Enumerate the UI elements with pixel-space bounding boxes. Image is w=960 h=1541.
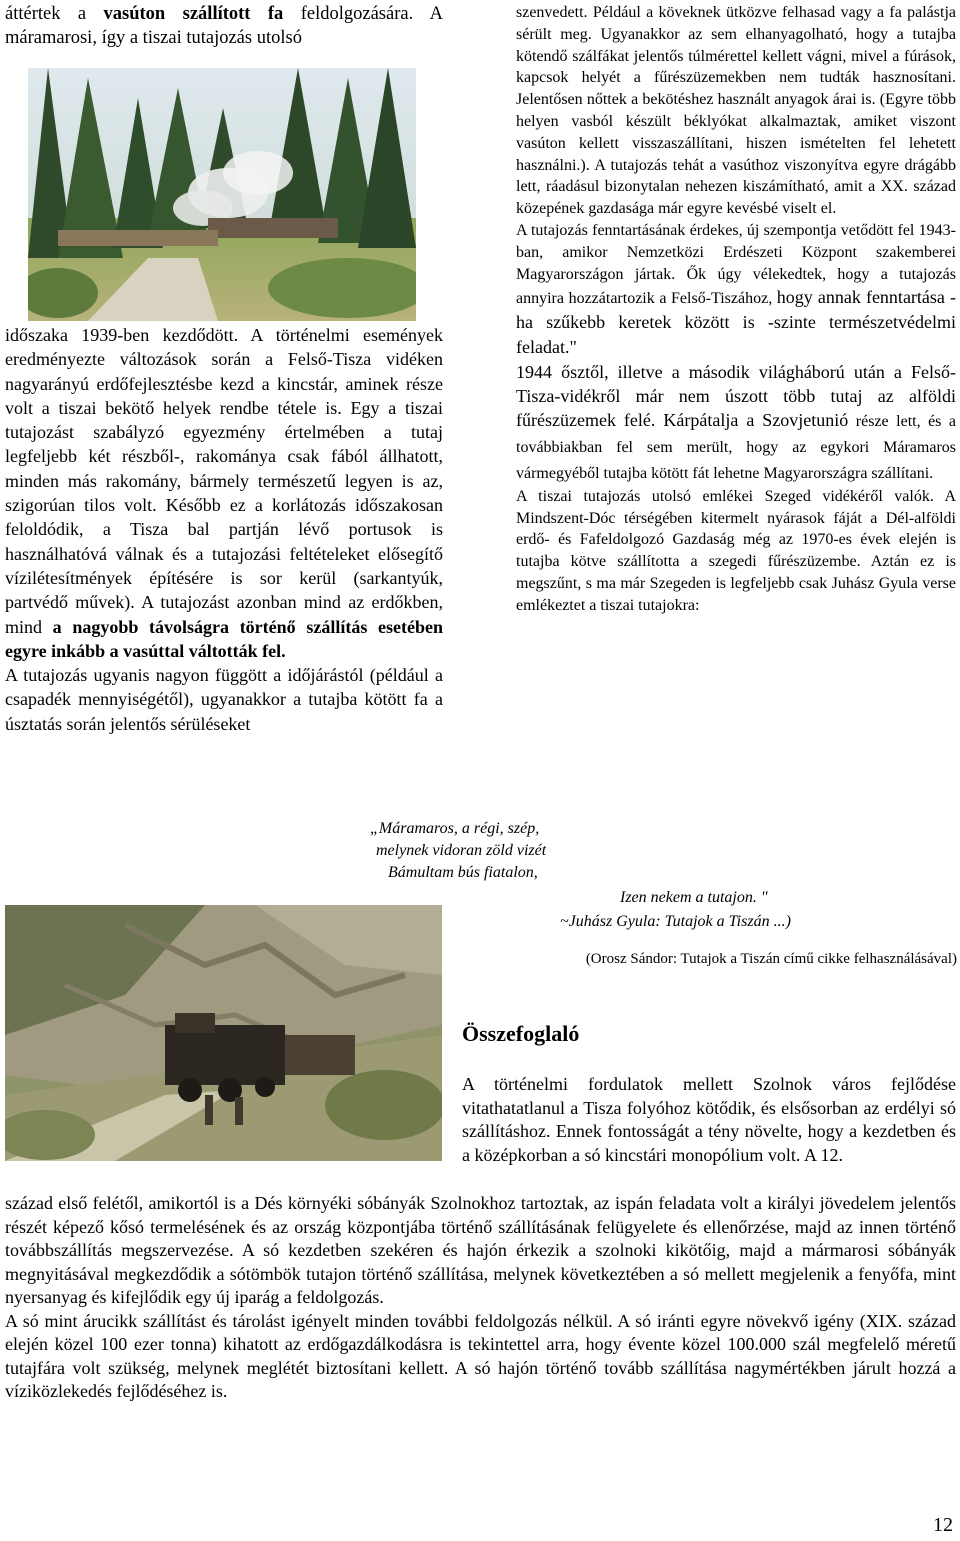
source-citation: (Orosz Sándor: Tutajok a Tiszán című cikke felhasználásával) bbox=[585, 951, 957, 967]
left-column-bottom-text bbox=[5, 323, 443, 736]
poem-line: melynek vidoran zöld vizét bbox=[376, 842, 547, 859]
left-bottom-paragraph-2: A tutajozás ugyanis nagyon függött a időjárástól (például a csapadék mennyiségétől), ugyanakkor a tutajba kötött fa a úsztatás során jelentős sérüléseket bbox=[5, 665, 443, 734]
poem-line: Bámultam bús fiatalon, bbox=[388, 864, 538, 881]
forest-railway-photo bbox=[28, 68, 416, 321]
full-width-text bbox=[5, 1192, 956, 1404]
section-heading: Összefoglaló bbox=[462, 1021, 580, 1046]
summary-paragraph: A történelmi fordulatok mellett Szolnok város fejlődése vitathatatlanul a Tisza folyóhoz kötődik, és elsősorban az erdélyi só szállításhoz. Ennek fontosságát a tény növelte, hogy a kezdetben és a középkorban a só kincstári monopólium volt. A 12. bbox=[462, 1074, 956, 1166]
poem-line: „Máramaros, a régi, szép, bbox=[370, 820, 540, 837]
bold-phrase: a nagyobb távolságra történő szállítás esetében egyre inkább a vasúttal váltották fel. bbox=[5, 616, 443, 661]
bold-phrase: vasúton szállított fa bbox=[103, 4, 284, 24]
poem-ending bbox=[560, 886, 860, 934]
mountain-train-photo bbox=[5, 905, 442, 1161]
full-width-paragraph-2: A só mint árucikk szállítást és tárolást igényelt minden további feldolgozás nélkül. A só iránti egyre növekvő igény (XIX. század elején közel 100 ezer tonna) kihatott az erdőgazdálkodásra is tekintettel arra, hogy évente közel 100.000 szál megfelelő méretű tutajfára volt szükség, melynek meglétét biztosítani kellett. A só hajón történő tovább szállítása nagymértékben járult hozzá a víziközlekedés fejlődéséhez is. bbox=[5, 1310, 956, 1401]
summary-text bbox=[462, 1073, 956, 1168]
right-paragraph-4: A tiszai tutajozás utolsó emlékei Szeged vidékéről valók. A Mindszent-Dóc térségében kitermelt nyárasok fáját a Dél-alföldi erdő- és Fafeldolgozó Gazdaság még az 1970-es évek elején is tutajba kötve szállította a szegedi fűrészüzembe. Aztán ez is megszűnt, s ma már Szegeden is legfeljebb csak Juhász Gyula verse emlékeztet a tiszai tutajokra: bbox=[516, 487, 956, 614]
left-bottom-paragraph: időszaka 1939-ben kezdődött. A történelmi események eredményezte változások során a Felső-Tisza vidéken nagyarányú erdőfejlesztésbe kezd a kincstár, aminek része volt a tiszai bekötő helyek rendbe tétele is. Egy a tiszai tutajozást szabályzó egyezmény értelmében a tutaj legfeljebb két részből-, rakománya csak fából állhatott, minden más rakomány, bármely természetű legyen is az, szigorúan tilos volt. Később ez a korlátozás időszakosan feloldódik, a Tisza bal partján lévő portusok is használhatóvá válnak és a tutajozási feltételeket elősegítő vízilétesítmények építésére is sor kerül (sarkantyúk, partvédő művek). A tutajozást azonban mind az erdőkben, mind a nagyobb távolságra történő szállítás esetében egyre inkább a vasúttal váltották fel. bbox=[5, 325, 443, 661]
right-paragraph-3: 1944 ősztől, illetve a második világháború után a Felső- Tisza-vidékről már nem úszott több tutaj az alföldi fűrészüzemek felé. Kárpátalja a Szovjetunió része lett, és a továbbiakban fel sem merült, hogy az egykori Máramaros vármegyéből tutajba kötött fát lehetne Magyarországra szállítani. bbox=[516, 361, 956, 482]
poem-quote bbox=[370, 818, 770, 884]
page-number: 12 bbox=[933, 1514, 953, 1536]
right-paragraph-2: A tutajozás fenntartásának érdekes, új szempontja vetődött fel 1943-ban, amikor Nemzetközi Erdészeti Központ szakemberei Magyarországon jártak. Ők úgy vélekedtek, hogy a tutajozás annyira hozzátartozik a Felső-Tiszához, hogy annak fenntartása -ha szűkebb keretek között is -szinte természetvédelmi feladat." bbox=[516, 221, 956, 357]
right-column-text bbox=[516, 2, 956, 617]
right-paragraph-1: szenvedett. Például a köveknek ütközve felhasad vagy a fa palástja sérült meg. Ugyanakkor az sem elhanyagolható, hogy a tutajba kötendő szálfákat jelentős túlmérettel kellett vágni, mivel a fúrások, kapcsok helyét a fűrészüzemekben nem tudták hasznosítani. Jelentősen nőttek a bekötéshez használt anyagok árai is. (Egyre több helyen vasból készült béklyókat alkalmaztak, amiket viszont vasúton kellett visszaszállítani, hiszen ismételten fel lehetett használni.). A tutajozás tehát a vasúthoz viszonyítva egyre drágább lett, ráadásul bizonytalan nehezen kiszámítható, amit a XX. század közepének gazdasága már egyre kevésbé viselt el. bbox=[516, 4, 956, 218]
full-width-paragraph-1: század első felétől, amikortól is a Dés környéki sóbányák Szolnokhoz tartoztak, az ispán feladata volt a királyi jövedelem jelentős részét képező kősó termelésének és az ország központjába történő szállításának felügyelete és ellenőrzése, majd az innen történő továbbszállítás megszervezése. A só kezdetben szekéren és hajón érkezik a szolnoki kikötőig, majd a mármarosi sóbányák megnyitásával megkezdődik a sótömbök tutajon történő szállítása, melynek következtében a só mellett megjelenik a fenyőfa, mint nyersanyag és kifejlődik egy új iparág a feldolgozás. bbox=[5, 1193, 956, 1307]
left-top-paragraph: áttértek a vasúton szállított fa feldolgozására. A máramarosi, így a tiszai tutajozás utolsó bbox=[5, 4, 443, 48]
poem-attribution: ~Juhász Gyula: Tutajok a Tiszán ...) bbox=[560, 913, 791, 930]
poem-line: Izen nekem a tutajon. " bbox=[620, 889, 768, 906]
left-column-top-text bbox=[5, 2, 443, 50]
